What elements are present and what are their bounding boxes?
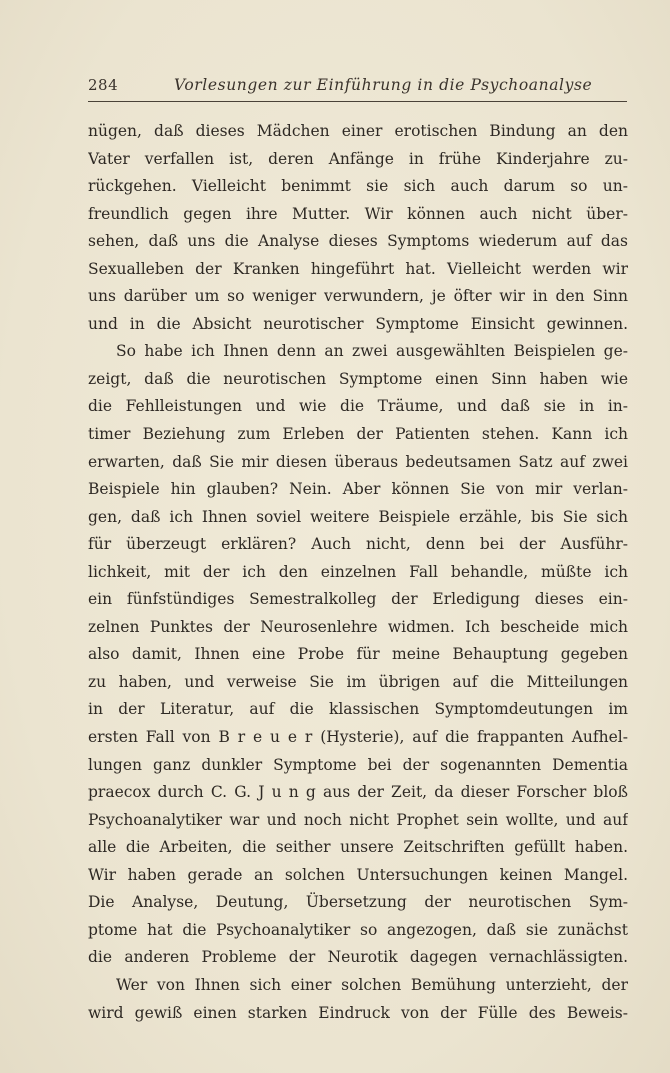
text-line: die anderen Probleme der Neurotik dagegen vernachlässigten. [88,948,628,967]
header-rule [88,101,627,102]
body-text [88,118,628,1027]
text-line: und in die Absicht neurotischer Symptome Einsicht gewinnen. [88,314,628,333]
text-line: Sexualleben der Kranken hingeführt hat. Vielleicht werden wir [88,259,628,278]
text-line: Beispiele hin glauben? Nein. Aber können Sie von mir verlan- [88,480,628,499]
text-line: rückgehen. Vielleicht benimmt sie sich auch darum so un- [88,177,628,196]
text-line: also damit, Ihnen eine Probe für meine Behauptung gegeben [88,645,628,664]
text-line: die Fehlleistungen und wie die Träume, und daß sie in in- [88,397,628,416]
paragraph-first-line: Wer von Ihnen sich einer solchen Bemühung unterzieht, der [116,975,628,994]
text-line: alle die Arbeiten, die seither unsere Zeitschriften gefüllt haben. [88,838,628,857]
text-line: zeigt, daß die neurotischen Symptome einen Sinn haben wie [88,369,628,388]
text-line: ersten Fall von B r e u e r (Hysterie), auf die frappanten Aufhel- [88,728,628,747]
text-line: zelnen Punktes der Neurosenlehre widmen. Ich bescheide mich [88,617,628,636]
paragraph-first-line: So habe ich Ihnen denn an zwei ausgewählten Beispielen ge- [116,342,628,361]
running-header [88,74,628,100]
text-line: gen, daß ich Ihnen soviel weitere Beispiele erzähle, bis Sie sich [88,507,628,526]
text-line: Psychoanalytiker war und noch nicht Prophet sein wollte, und auf [88,810,628,829]
text-line: timer Beziehung zum Erleben der Patienten stehen. Kann ich [88,425,628,444]
text-line: für überzeugt erklären? Auch nicht, denn bei der Ausführ- [88,535,628,554]
text-line: uns darüber um so weniger verwundern, je öfter wir in den Sinn [88,287,628,306]
text-line: praecox durch C. G. J u n g aus der Zeit, da dieser Forscher bloß [88,783,628,802]
text-line: Vater verfallen ist, deren Anfänge in frühe Kinderjahre zu- [88,149,628,168]
text-line: nügen, daß dieses Mädchen einer erotischen Bindung an den [88,122,628,140]
text-line: ptome hat die Psychoanalytiker so angezogen, daß sie zunächst [88,920,628,939]
text-line: wird gewiß einen starken Eindruck von der Fülle des Beweis- [88,1003,628,1022]
text-line: sehen, daß uns die Analyse dieses Symptoms wiederum auf das [88,232,628,251]
text-line: freundlich gegen ihre Mutter. Wir können auch nicht über- [88,204,628,223]
page-number: 284 [88,76,119,94]
text-line: zu haben, und verweise Sie im übrigen auf die Mitteilungen [88,672,628,691]
text-line: lungen ganz dunkler Symptome bei der sogenannten Dementia [88,755,628,774]
text-line: erwarten, daß Sie mir diesen überaus bedeutsamen Satz auf zwei [88,452,628,471]
running-title: Vorlesungen zur Einführung in die Psychoanalyse [174,76,593,94]
text-line: Wir haben gerade an solchen Untersuchungen keinen Mangel. [88,865,628,884]
text-line: ein fünfstündiges Semestralkolleg der Erledigung dieses ein- [88,590,628,609]
text-line: in der Literatur, auf die klassischen Symptomdeutungen im [88,700,628,719]
text-line: Die Analyse, Deutung, Übersetzung der neurotischen Sym- [88,893,628,912]
text-line: lichkeit, mit der ich den einzelnen Fall behandle, müßte ich [88,562,628,581]
